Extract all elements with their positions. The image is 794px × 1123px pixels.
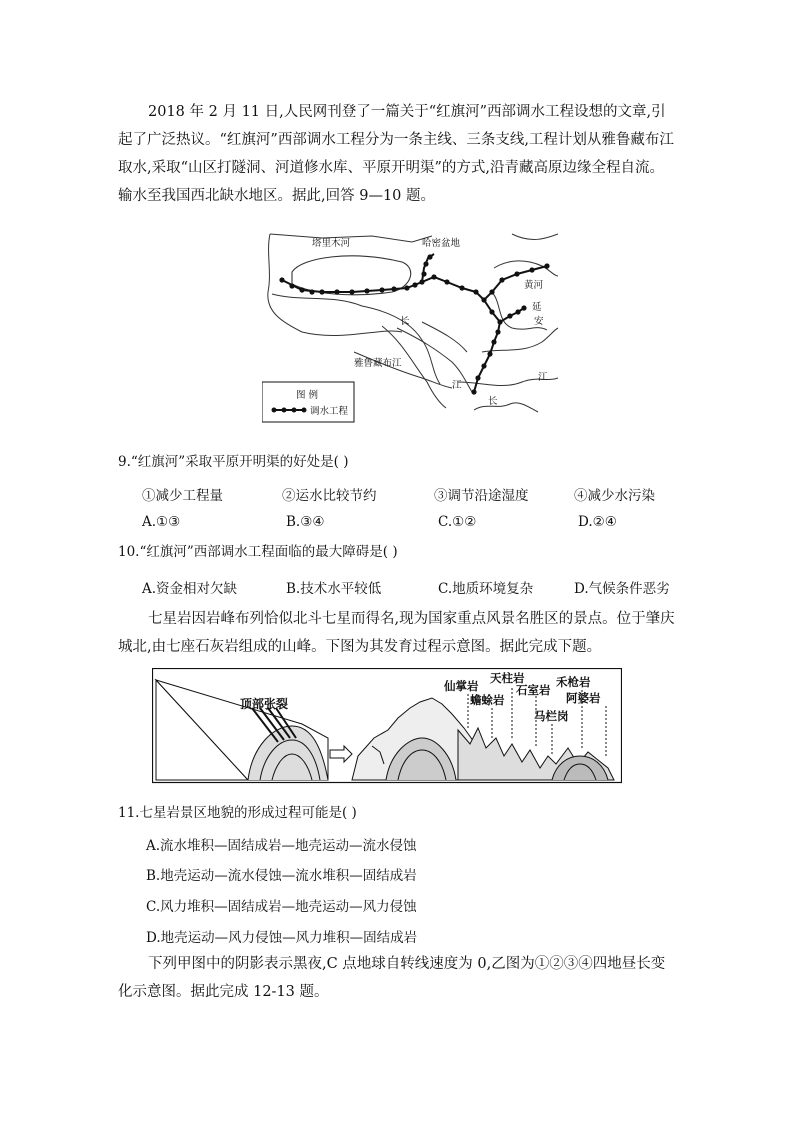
q9-item-3: ③调节沿途湿度 [434, 488, 529, 504]
q9-item-4: ④减少水污染 [574, 488, 655, 504]
landform-process-figure [152, 668, 622, 784]
q10-option-c: C.地质环境复杂 [438, 581, 534, 597]
q9-option-d: D.②④ [578, 514, 617, 530]
q10-stem: 10.“红旗河”西部调水工程面临的最大障碍是( ) [118, 544, 398, 560]
legend-item: 调水工程 [310, 406, 349, 417]
q9-stem: 9.“红旗河”采取平原开明渠的好处是( ) [118, 454, 349, 470]
legend-title: 图 例 [296, 390, 319, 401]
q10-option-b: B.技术水平较低 [286, 581, 382, 597]
label-tarim-river: 塔里木河 [312, 238, 351, 249]
q9-option-a: A.①③ [142, 514, 181, 530]
q10-option-a: A.资金相对欠缺 [142, 581, 238, 597]
label-yarlung-river: 雅鲁藏布江 [354, 358, 402, 369]
intro-paragraph-3: 下列甲图中的阴影表示黑夜,C 点地球自转线速度为 0,乙图为①②③④四地昼长变化示意图。据此完成 12-13 题。 [118, 956, 666, 1000]
label-jiang-1: 江 [452, 380, 462, 391]
q9-item-1: ①减少工程量 [142, 488, 223, 504]
label-hami-basin: 哈密盆地 [422, 238, 461, 249]
q11-option-b: B.地壳运动—流水侵蚀—流水堆积—固结成岩 [146, 868, 417, 884]
q9-option-c: C.①② [438, 514, 477, 530]
label-peak-heqiang: 禾枪岩 [556, 675, 591, 689]
label-top-crack: 顶部张裂 [240, 697, 289, 711]
q11-option-a: A.流水堆积—固结成岩—地壳运动—流水侵蚀 [146, 838, 417, 854]
label-peak-shishi: 石室岩 [516, 683, 551, 697]
label-peak-apo: 阿婆岩 [566, 691, 601, 705]
intro-paragraph-2: 七星岩因岩峰布列恰似北斗七星而得名,现为国家重点风景名胜区的景点。位于肇庆城北,由七座石灰岩组成的山峰。下图为其发育过程示意图。据此完成下题。 [118, 611, 675, 655]
label-chang-1: 长 [400, 316, 410, 327]
q10-option-d: D.气候条件恶劣 [574, 581, 670, 597]
q11-option-c: C.风力堆积—固结成岩—地壳运动—风力侵蚀 [146, 899, 417, 915]
label-jiang-2: 江 [538, 372, 548, 383]
label-chang-2: 长 [488, 396, 498, 407]
intro-paragraph-1: 2018 年 2 月 11 日,人民网刊登了一篇关于“红旗河”西部调水工程设想的文章,引起了广泛热议。“红旗河”西部调水工程分为一条主线、三条支线,工程计划从雅鲁藏布江取水,采取“山区打隧洞、河道修水库、平原开明渠”的方式,沿青藏高原边缘全程自流。输水至我国西北缺水地区。据此,回答 9—10 题。 [118, 104, 674, 204]
label-peak-malangang: 马栏岗 [534, 709, 569, 723]
label-yellow-river: 黄河 [524, 280, 544, 291]
label-peak-tianzhu: 天柱岩 [490, 671, 525, 685]
label-yanan-1: 延 [532, 302, 542, 313]
label-yanan-2: 安 [534, 316, 544, 327]
q9-option-b: B.③④ [286, 514, 325, 530]
q9-item-2: ②运水比较节约 [282, 488, 377, 504]
q11-option-d: D.地壳运动—风力侵蚀—风力堆积—固结成岩 [146, 930, 418, 946]
map-legend [262, 382, 354, 422]
q11-stem: 11.七星岩景区地貌的形成过程可能是( ) [118, 805, 357, 821]
label-peak-xianzhang: 仙掌岩 [444, 679, 479, 693]
label-peak-chanchu: 蟾蜍岩 [470, 693, 505, 707]
diversion-map [262, 232, 560, 424]
